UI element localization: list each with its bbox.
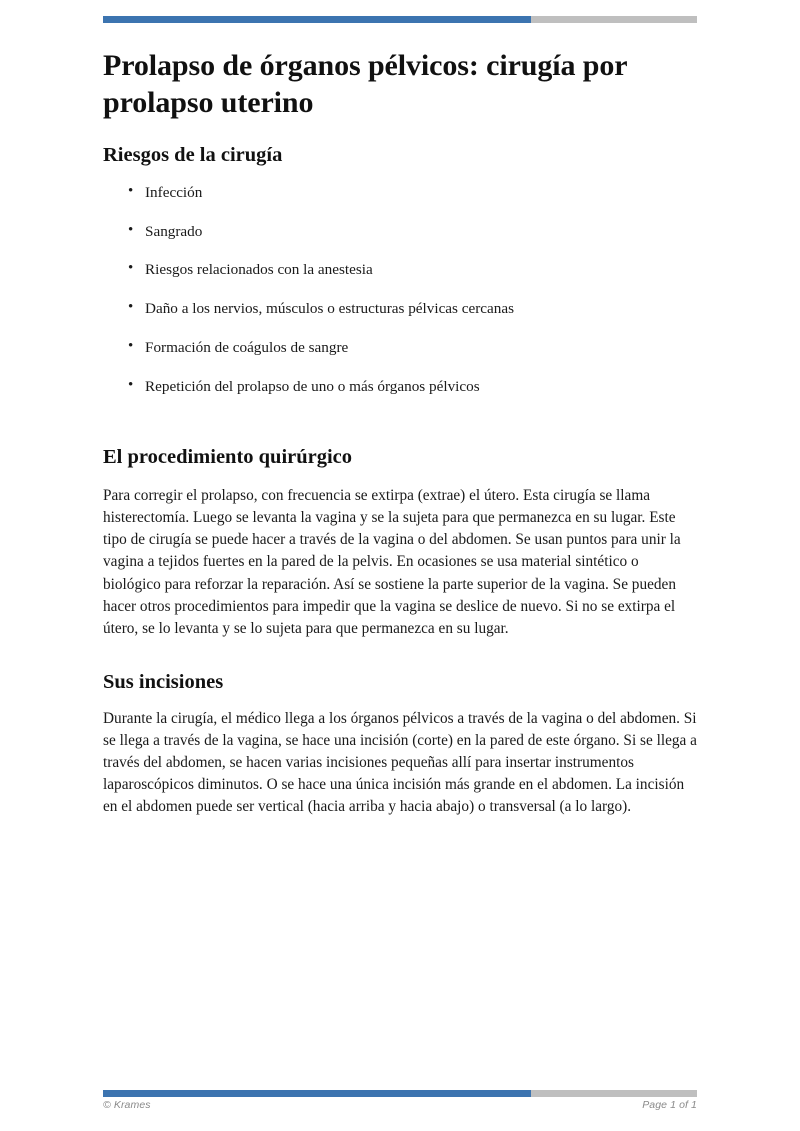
spacer bbox=[103, 415, 697, 445]
footer bbox=[103, 1099, 697, 1111]
footer-rule-blue-segment bbox=[103, 1090, 531, 1097]
footer-rule-gray-segment bbox=[531, 1090, 697, 1097]
list-item: • Daño a los nervios, músculos o estructuras pélvicas cercanas bbox=[103, 299, 697, 319]
footer-copyright: © Krames bbox=[103, 1099, 151, 1111]
document-content bbox=[103, 48, 697, 819]
list-item: • Infección bbox=[103, 183, 697, 203]
section-heading-procedure: El procedimiento quirúrgico bbox=[103, 446, 353, 469]
footer-page-number: Page 1 of 1 bbox=[642, 1099, 697, 1111]
page-title: Prolapso de órganos pélvicos: cirugía por prolapso uterino bbox=[103, 49, 627, 119]
header-rule-gray-segment bbox=[531, 16, 697, 23]
section-paragraph-procedure: Para corregir el prolapso, con frecuencia se extirpa (extrae) el útero. Esta cirugía se llama histerectomía. Luego se levanta la vagina y se la sujeta para que permanezca en su lugar. Este tipo de cirugía se puede hacer a través de la vagina o del abdomen. Se usan puntos para unir la vagina a tejidos fuertes en la pared de la pelvis. En ocasiones se usa material sintético o biológico para reforzar la reparación. Así se sostiene la parte superior de la vagina. Se pueden hacer otros procedimientos para impedir que la vagina se deslice de nuevo. Si no se extirpa el útero, se lo levanta y se lo sujeta para que permanezca en su lugar. bbox=[103, 486, 681, 637]
list-item: • Formación de coágulos de sangre bbox=[103, 338, 697, 358]
section-heading-risks: Riesgos de la cirugía bbox=[103, 144, 283, 167]
risks-list bbox=[103, 183, 697, 397]
list-item: • Sangrado bbox=[103, 222, 697, 242]
spacer bbox=[103, 640, 697, 670]
footer-rule bbox=[103, 1090, 697, 1097]
header-rule-blue-segment bbox=[103, 16, 531, 23]
list-item: • Riesgos relacionados con la anestesia bbox=[103, 260, 697, 280]
section-paragraph-incisions: Durante la cirugía, el médico llega a los órganos pélvicos a través de la vagina o del abdomen. Si se llega a través de la vagina, se hace una incisión (corte) en la pared de este órgano. Si se llega a través del abdomen, se hacen varias incisiones pequeñas allí para insertar instrumentos laparoscópicos diminutos. O se hace una única incisión más grande en el abdomen. La incisión en el abdomen puede ser vertical (hacia arriba y hacia abajo) o transversal (a lo largo). bbox=[103, 709, 697, 816]
section-heading-incisions: Sus incisiones bbox=[103, 671, 224, 694]
list-item: • Repetición del prolapso de uno o más órganos pélvicos bbox=[103, 377, 697, 397]
header-rule bbox=[103, 16, 697, 23]
